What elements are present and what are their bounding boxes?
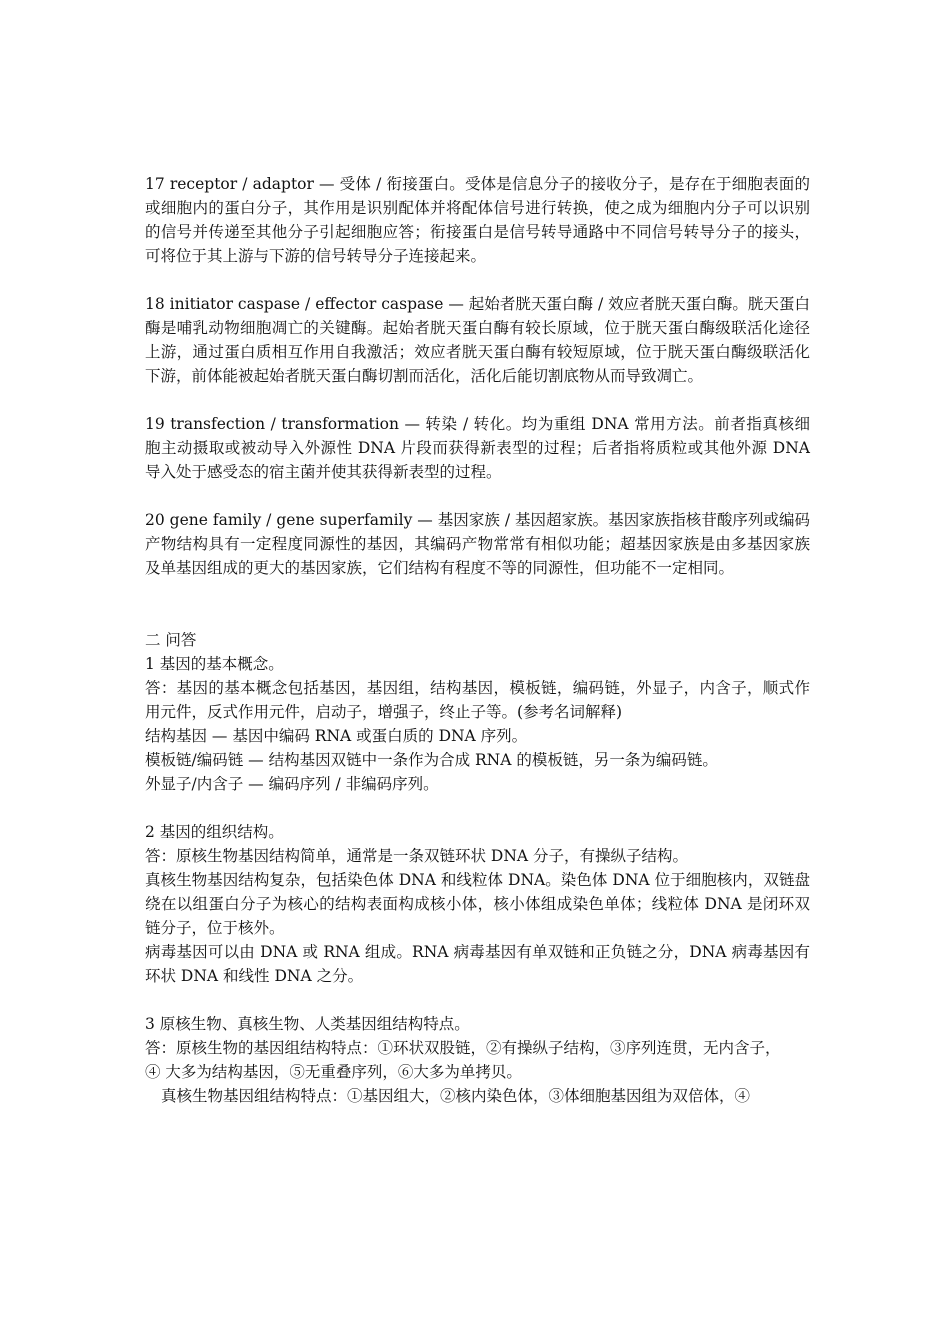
section-title: 二 问答 xyxy=(145,631,197,649)
document-body xyxy=(145,172,810,1108)
question-1-line-structural-gene: 结构基因 — 基因中编码 RNA 或蛋白质的 DNA 序列。 xyxy=(145,727,528,745)
question-3-line-prokaryote-cont: ④ 大多为结构基因，⑤无重叠序列，⑥大多为单拷贝。 xyxy=(145,1063,522,1081)
spacer xyxy=(145,796,810,820)
question-1-line-template-strand: 模板链/编码链 — 结构基因双链中一条作为合成 RNA 的模板链，另一条为编码链。 xyxy=(145,751,718,769)
term-18-paragraph: 18 initiator caspase / effector caspase — 起始者胱天蛋白酶 / 效应者胱天蛋白酶。胱天蛋白酶是哺乳动物细胞凋亡的关键酶。起始者胱天蛋白酶有较长原域，位于胱天蛋白酶级联活化途径上游，通过蛋白质相互作用自我激活；效应者胱天蛋白酶有较短原域，位于胱天蛋白酶级联活化下游，前体能被起始者胱天蛋白酶切割而活化，活化后能切割底物从而导致凋亡。 xyxy=(145,295,810,385)
question-2-title: 2 基因的组织结构。 xyxy=(145,823,284,841)
question-3-line-eukaryote: 真核生物基因组结构特点：①基因组大，②核内染色体，③体细胞基因组为双倍体，④ xyxy=(161,1087,751,1105)
spacer xyxy=(145,604,810,628)
term-17-paragraph: 17 receptor / adaptor — 受体 / 衔接蛋白。受体是信息分子的接收分子，是存在于细胞表面的或细胞内的蛋白分子，其作用是识别配体并将配体信号进行转换，使之成为细胞内分子可以识别的信号并传递至其他分子引起细胞应答；衔接蛋白是信号转导通路中不同信号转导分子的接头，可将位于其上游与下游的信号转导分子连接起来。 xyxy=(145,175,810,265)
question-3-answer: 答：原核生物的基因组结构特点：①环状双股链，②有操纵子结构，③序列连贯，无内含子， xyxy=(145,1039,781,1057)
term-19-paragraph: 19 transfection / transformation — 转染 / 转化。均为重组 DNA 常用方法。前者指真核细胞主动摄取或被动导入外源性 DNA 片段而获得新表型的过程；后者指将质粒或其他外源 DNA 导入处于感受态的宿主菌并使其获得新表型的过程。 xyxy=(145,415,810,481)
question-1-line-exon-intron: 外显子/内含子 — 编码序列 / 非编码序列。 xyxy=(145,775,439,793)
term-20-paragraph: 20 gene family / gene superfamily — 基因家族 / 基因超家族。基因家族指核苷酸序列或编码产物结构具有一定程度同源性的基因，其编码产物常常有相似功能；超基因家族是由多基因家族及单基因组成的更大的基因家族，它们结构有程度不等的同源性，但功能不一定相同。 xyxy=(145,511,810,577)
spacer xyxy=(145,988,810,1012)
question-3-title: 3 原核生物、真核生物、人类基因组结构特点。 xyxy=(145,1015,470,1033)
question-1-title: 1 基因的基本概念。 xyxy=(145,655,284,673)
question-2-line-virus: 病毒基因可以由 DNA 或 RNA 组成。RNA 病毒基因有单双链和正负链之分，DNA 病毒基因有环状 DNA 和线性 DNA 之分。 xyxy=(145,943,810,985)
question-1-answer: 答：基因的基本概念包括基因，基因组，结构基因，模板链，编码链，外显子，内含子，顺式作用元件，反式作用元件，启动子，增强子，终止子等。(参考名词解释) xyxy=(145,679,810,721)
question-2-line-eukaryote: 真核生物基因结构复杂，包括染色体 DNA 和线粒体 DNA。染色体 DNA 位于细胞核内，双链盘绕在以组蛋白分子为核心的结构表面构成核小体，核小体组成染色单体；线粒体 DNA 是闭环双链分子，位于核外。 xyxy=(145,871,810,937)
question-2-answer: 答：原核生物基因结构简单，通常是一条双链环状 DNA 分子，有操纵子结构。 xyxy=(145,847,689,865)
